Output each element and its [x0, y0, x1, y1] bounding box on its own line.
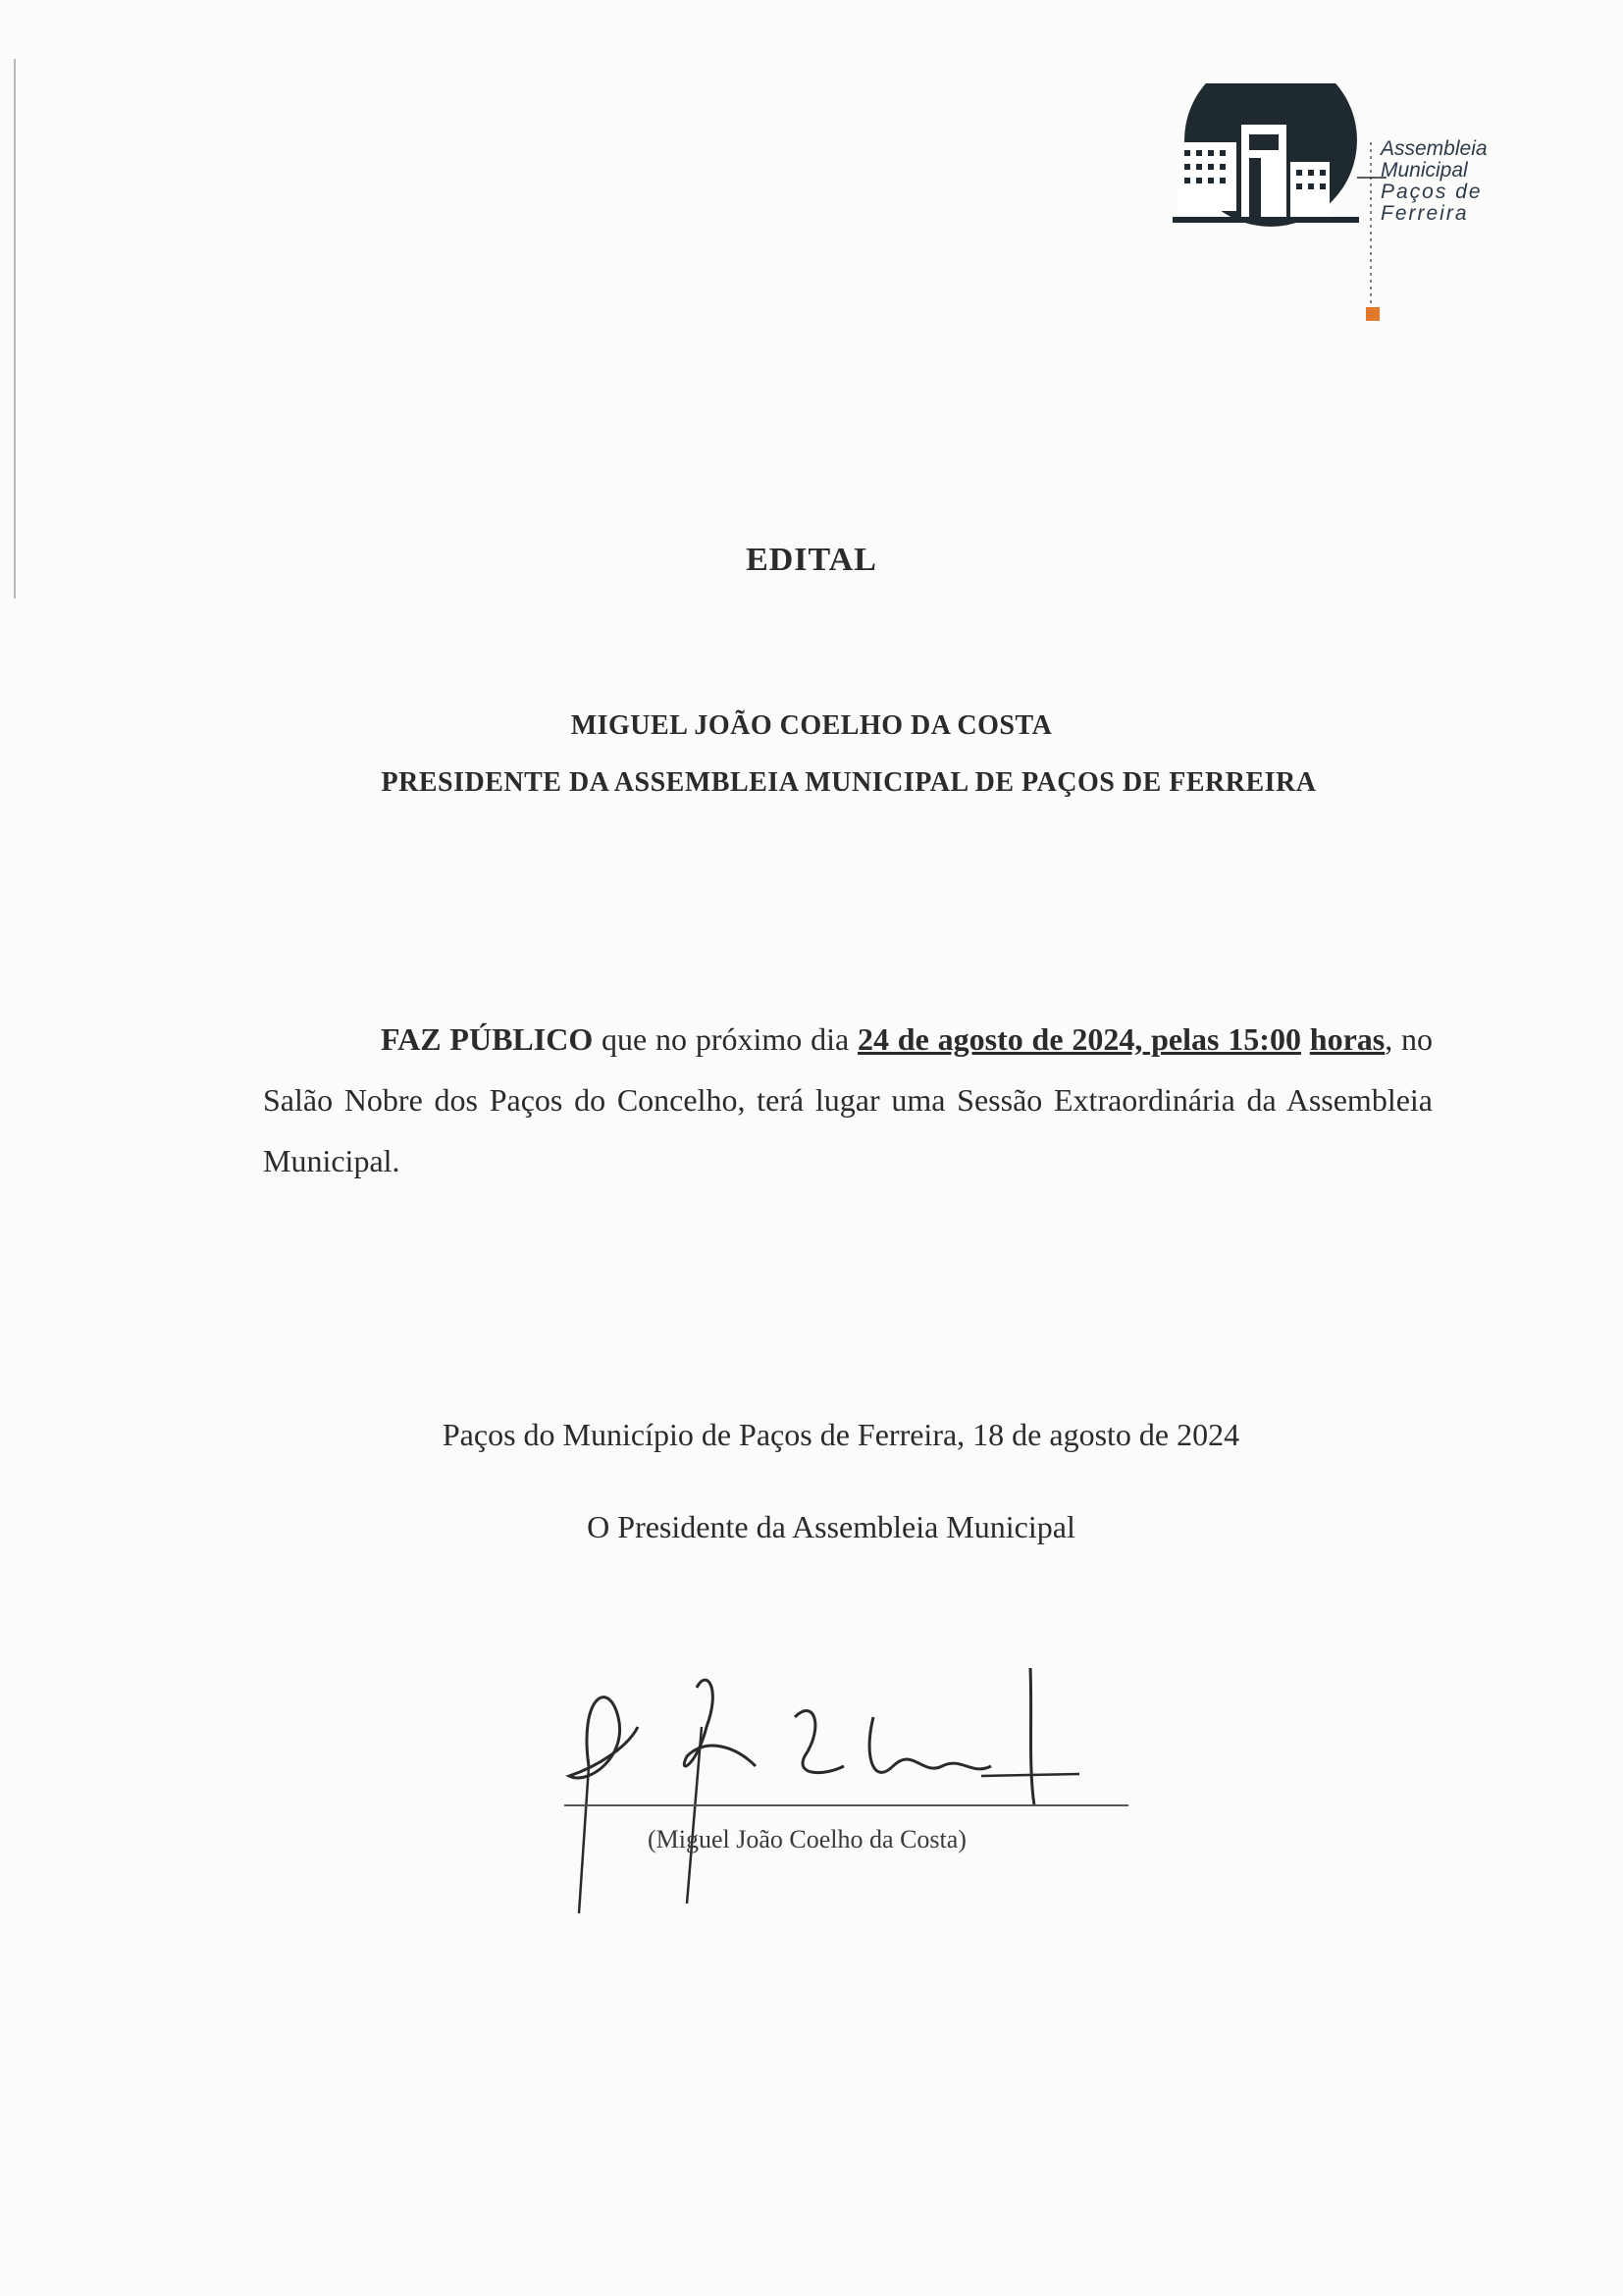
notice-datetime-hours: horas: [1309, 1021, 1386, 1057]
assembly-logo: [1173, 83, 1565, 339]
logo-wordmark: [1381, 138, 1565, 225]
logo-line-2: Paços de Ferreira: [1381, 181, 1483, 226]
document-title: EDITAL: [746, 542, 877, 578]
notice-paragraph: [263, 1009, 1433, 1191]
handwritten-signature: [550, 1658, 1138, 1933]
notice-lead: FAZ PÚBLICO: [381, 1021, 594, 1057]
notice-text-2: , no Salão Nobre dos Paços do Concelho, terá lugar uma Sessão Extraordinária da Assembleia Municipal.: [263, 1021, 1434, 1178]
logo-line-1: Assembleia Municipal: [1381, 137, 1488, 183]
signature-line: [564, 1804, 1128, 1806]
president-role: PRESIDENTE DA ASSEMBLEIA MUNICIPAL DE PAÇOS DE FERREIRA: [381, 767, 1317, 798]
signer-name: (Miguel João Coelho da Costa): [648, 1825, 967, 1853]
signer-role: O Presidente da Assembleia Municipal: [587, 1509, 1075, 1544]
place-and-date: Paços do Município de Paços de Ferreira, 18 de agosto de 2024: [442, 1417, 1240, 1452]
notice-datetime: 24 de agosto de 2024, pelas 15:00: [858, 1021, 1301, 1057]
scan-edge-line: [14, 59, 16, 599]
notice-text-1: que no próximo dia: [593, 1021, 858, 1057]
president-name: MIGUEL JOÃO COELHO DA COSTA: [570, 710, 1053, 741]
